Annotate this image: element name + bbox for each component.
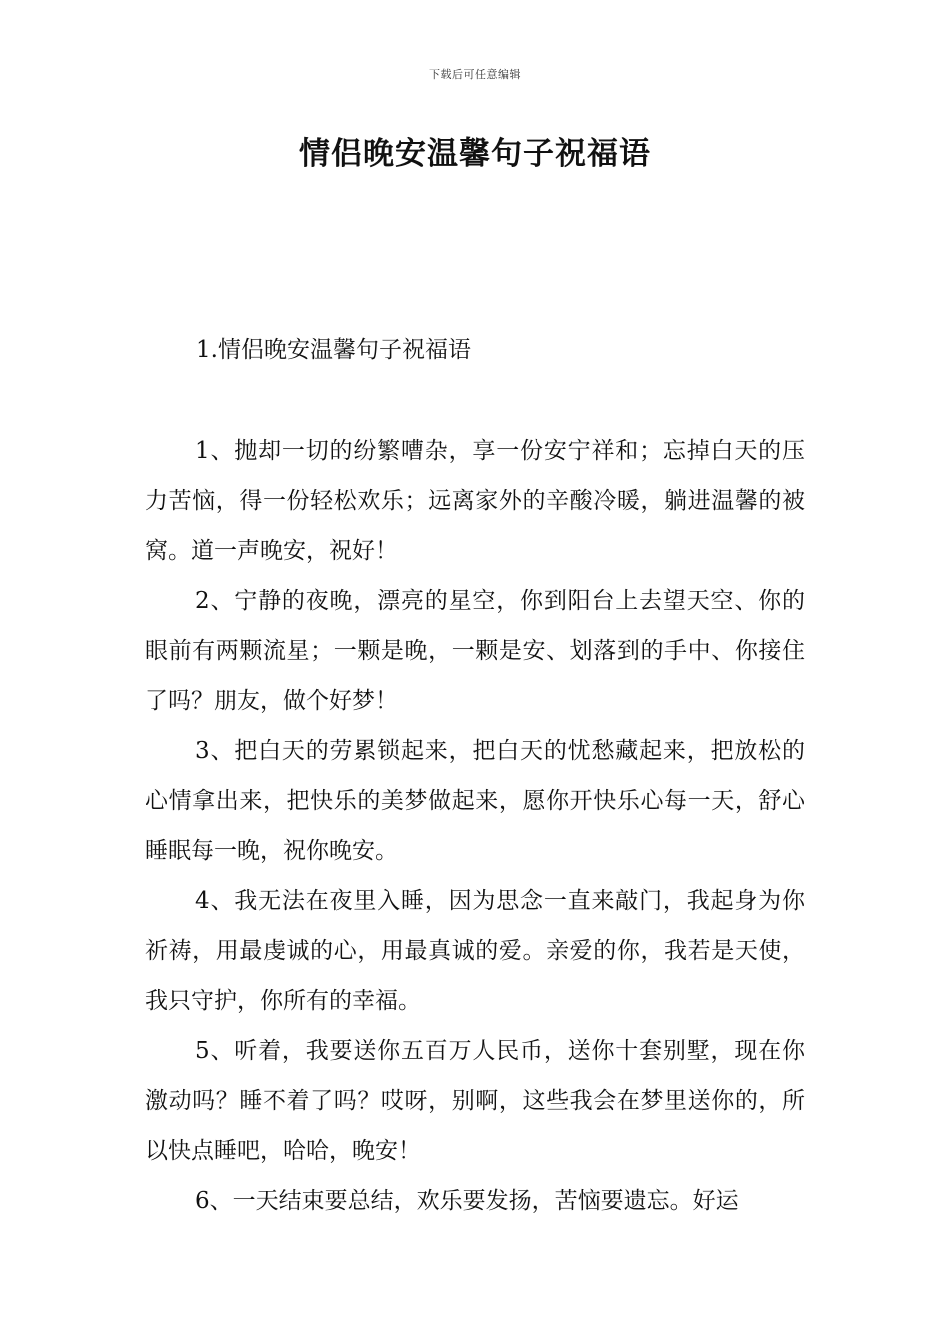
document-title: 情侣晚安温馨句子祝福语 xyxy=(299,136,651,172)
header-note: 下载后可任意编辑 xyxy=(429,68,521,81)
paragraph-4: 4、我无法在夜里入睡，因为思念一直来敲门，我起身为你祈祷，用最虔诚的心，用最真诚的爱。亲爱的你，我若是天使，我只守护，你所有的幸福。 xyxy=(145,888,805,1014)
paragraph-5: 5、听着，我要送你五百万人民币，送你十套别墅，现在你激动吗？睡不着了吗？哎呀，别啊，这些我会在梦里送你的，所以快点睡吧，哈哈，晚安！ xyxy=(145,1038,805,1164)
document-body xyxy=(145,426,805,1236)
section-heading: 1.情侣晚安温馨句子祝福语 xyxy=(196,337,471,363)
paragraph-3: 3、把白天的劳累锁起来，把白天的忧愁藏起来，把放松的心情拿出来，把快乐的美梦做起来，愿你开快乐心每一天，舒心睡眠每一晚，祝你晚安。 xyxy=(145,738,805,864)
paragraph-2: 2、宁静的夜晚，漂亮的星空，你到阳台上去望天空、你的眼前有两颗流星；一颗是晚，一颗是安、划落到的手中、你接住了吗？朋友，做个好梦！ xyxy=(145,588,805,714)
paragraph-1: 1、抛却一切的纷繁嘈杂，享一份安宁祥和；忘掉白天的压力苦恼，得一份轻松欢乐；远离家外的辛酸冷暖，躺进温馨的被窝。道一声晚安，祝好！ xyxy=(145,438,805,564)
paragraph-6: 6、一天结束要总结，欢乐要发扬，苦恼要遗忘。好运 xyxy=(195,1188,739,1214)
